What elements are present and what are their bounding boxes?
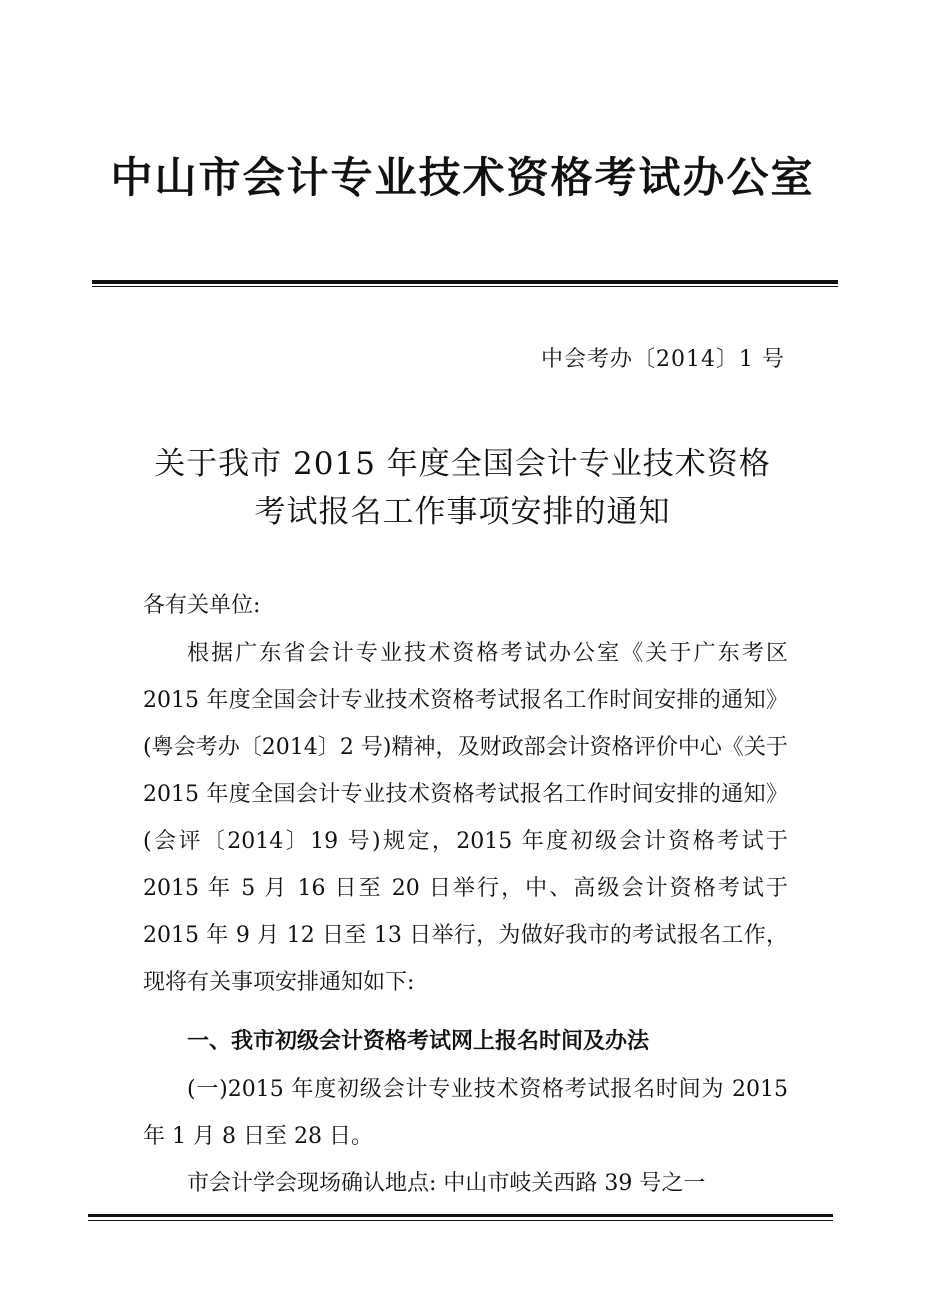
title-line-2: 考试报名工作事项安排的通知 [254, 494, 671, 530]
paragraph-intro: 根据广东省会计专业技术资格考试办公室《关于广东考区 2015 年度全国会计专业技术资格考试报名工作时间安排的通知》(粤会考办〔2014〕2 号)精神，及财政部会计资格评价中心《关于 2015 年度全国会计专业技术资格考试报名工作时间安排的通知》(会评〔2014〕19 号)规定，2015 年度初级会计资格考试于 2015 年 5 月 16 日至 20 日举行，中、高级会计资格考试于 2015 年 9 月 12 日至 13 日举行，为做好我市的考试报名工作，现将有关事项安排通知如下: [143, 641, 788, 995]
footer-divider [88, 1214, 833, 1221]
title-line-1: 关于我市 2015 年度全国会计专业技术资格 [154, 446, 771, 482]
header-divider-thick [92, 280, 838, 284]
paragraph-confirmation-location: 市会计学会现场确认地点: 中山市岐关西路 39 号之一 [187, 1171, 706, 1196]
salutation: 各有关单位: [143, 593, 261, 618]
section-heading: 一、我市初级会计资格考试网上报名时间及办法 [187, 1029, 650, 1054]
document-number: 中会考办〔2014〕1 号 [541, 347, 785, 372]
header-divider [92, 280, 838, 287]
footer-divider-thick [88, 1214, 833, 1217]
header-divider-thin [92, 286, 838, 287]
paragraph-registration-time: (一)2015 年度初级会计专业技术资格考试报名时间为 2015 年 1 月 8 日至 28 日。 [143, 1077, 788, 1149]
footer-divider-thin [88, 1220, 833, 1221]
org-header: 中山市会计专业技术资格考试办公室 [110, 153, 815, 202]
document-title [0, 440, 925, 536]
